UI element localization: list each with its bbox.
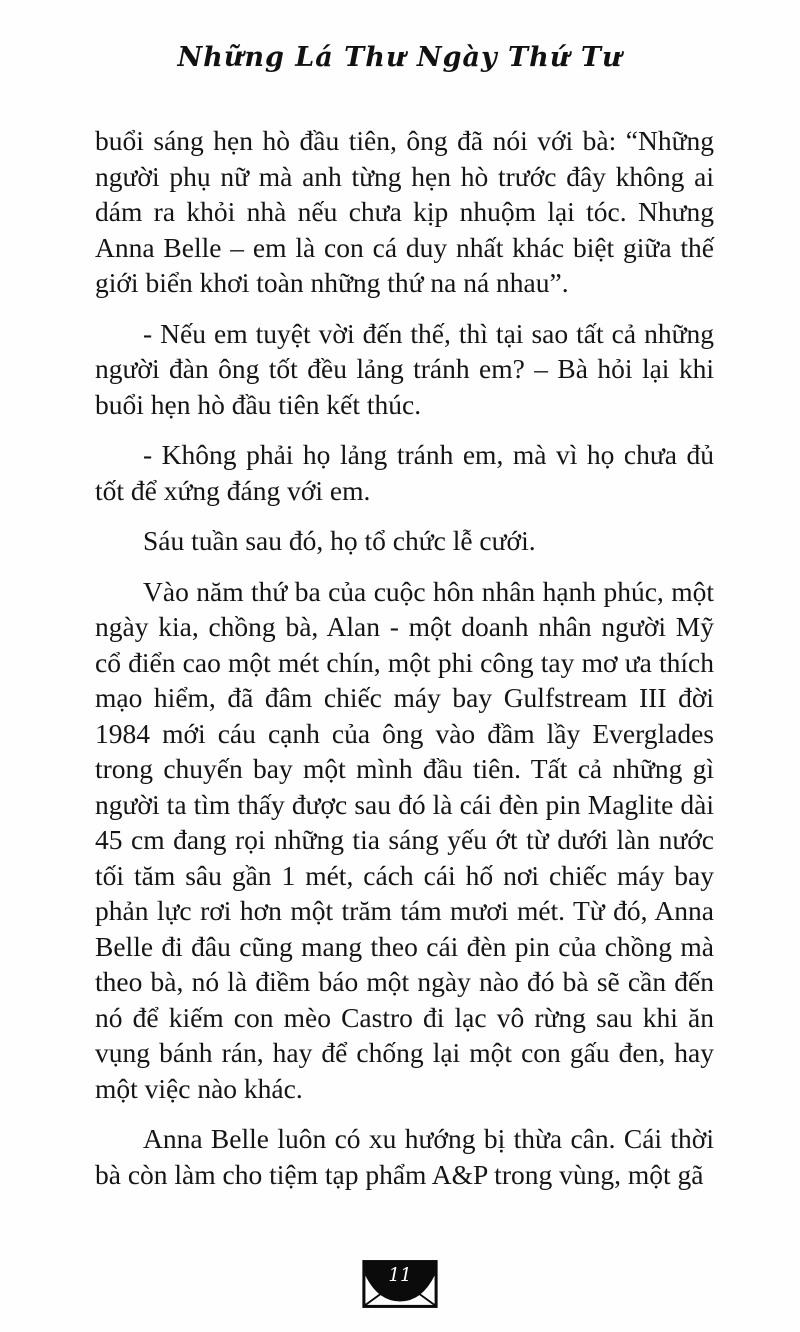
paragraph: Sáu tuần sau đó, họ tổ chức lễ cưới. (143, 525, 536, 556)
paragraph: Anna Belle luôn có xu hướng bị thừa cân. Cái thời bà còn làm cho tiệm tạp phẩm A&P trong vùng, một gã (95, 1123, 714, 1190)
envelope-icon (362, 1258, 438, 1310)
paragraph: - Không phải họ lảng tránh em, mà vì họ chưa đủ tốt để xứng đáng với em. (95, 439, 714, 506)
page-number-ornament (362, 1258, 438, 1310)
page-number: 11 (388, 1264, 412, 1286)
paragraph: - Nếu em tuyệt vời đến thế, thì tại sao tất cả những người đàn ông tốt đều lảng tránh em? – Bà hỏi lại khi buổi hẹn hò đầu tiên kết thúc. (95, 317, 714, 420)
paragraph: Vào năm thứ ba của cuộc hôn nhân hạnh phúc, một ngày kia, chồng bà, Alan - một doanh nhân người Mỹ cổ điển cao một mét chín, một phi công tay mơ ưa thích mạo hiểm, đã đâm chiếc máy bay Gulfstream III đời 1984 mới cáu cạnh của ông vào đầm lầy Everglades trong chuyến bay một mình đầu tiên. Tất cả những gì người ta tìm thấy được sau đó là cái đèn pin Maglite dài 45 cm đang rọi những tia sáng yếu ớt từ dưới làn nước tối tăm sâu gần 1 mét, cách cái hố nơi chiếc máy bay phản lực rơi hơn một trăm tám mươi mét. Từ đó, Anna Belle đi đâu cũng mang theo cái đèn pin của chồng mà theo bà, nó là điềm báo một ngày nào đó bà sẽ cần đến nó để kiếm con mèo Castro đi lạc vô rừng sau khi ăn vụng bánh rán, hay để chống lại một con gấu đen, hay một việc nào khác. (95, 575, 714, 1104)
running-head-title: Những Lá Thư Ngày Thứ Tư (177, 42, 623, 73)
paragraph: buổi sáng hẹn hò đầu tiên, ông đã nói với bà: “Những người phụ nữ mà anh từng hẹn hò trước đây không ai dám ra khỏi nhà nếu chưa kịp nhuộm lại tóc. Nhưng Anna Belle – em là con cá duy nhất khác biệt giữa thế giới biển khơi toàn những thứ na ná nhau”. (95, 125, 714, 298)
page-body-text (95, 123, 714, 1192)
